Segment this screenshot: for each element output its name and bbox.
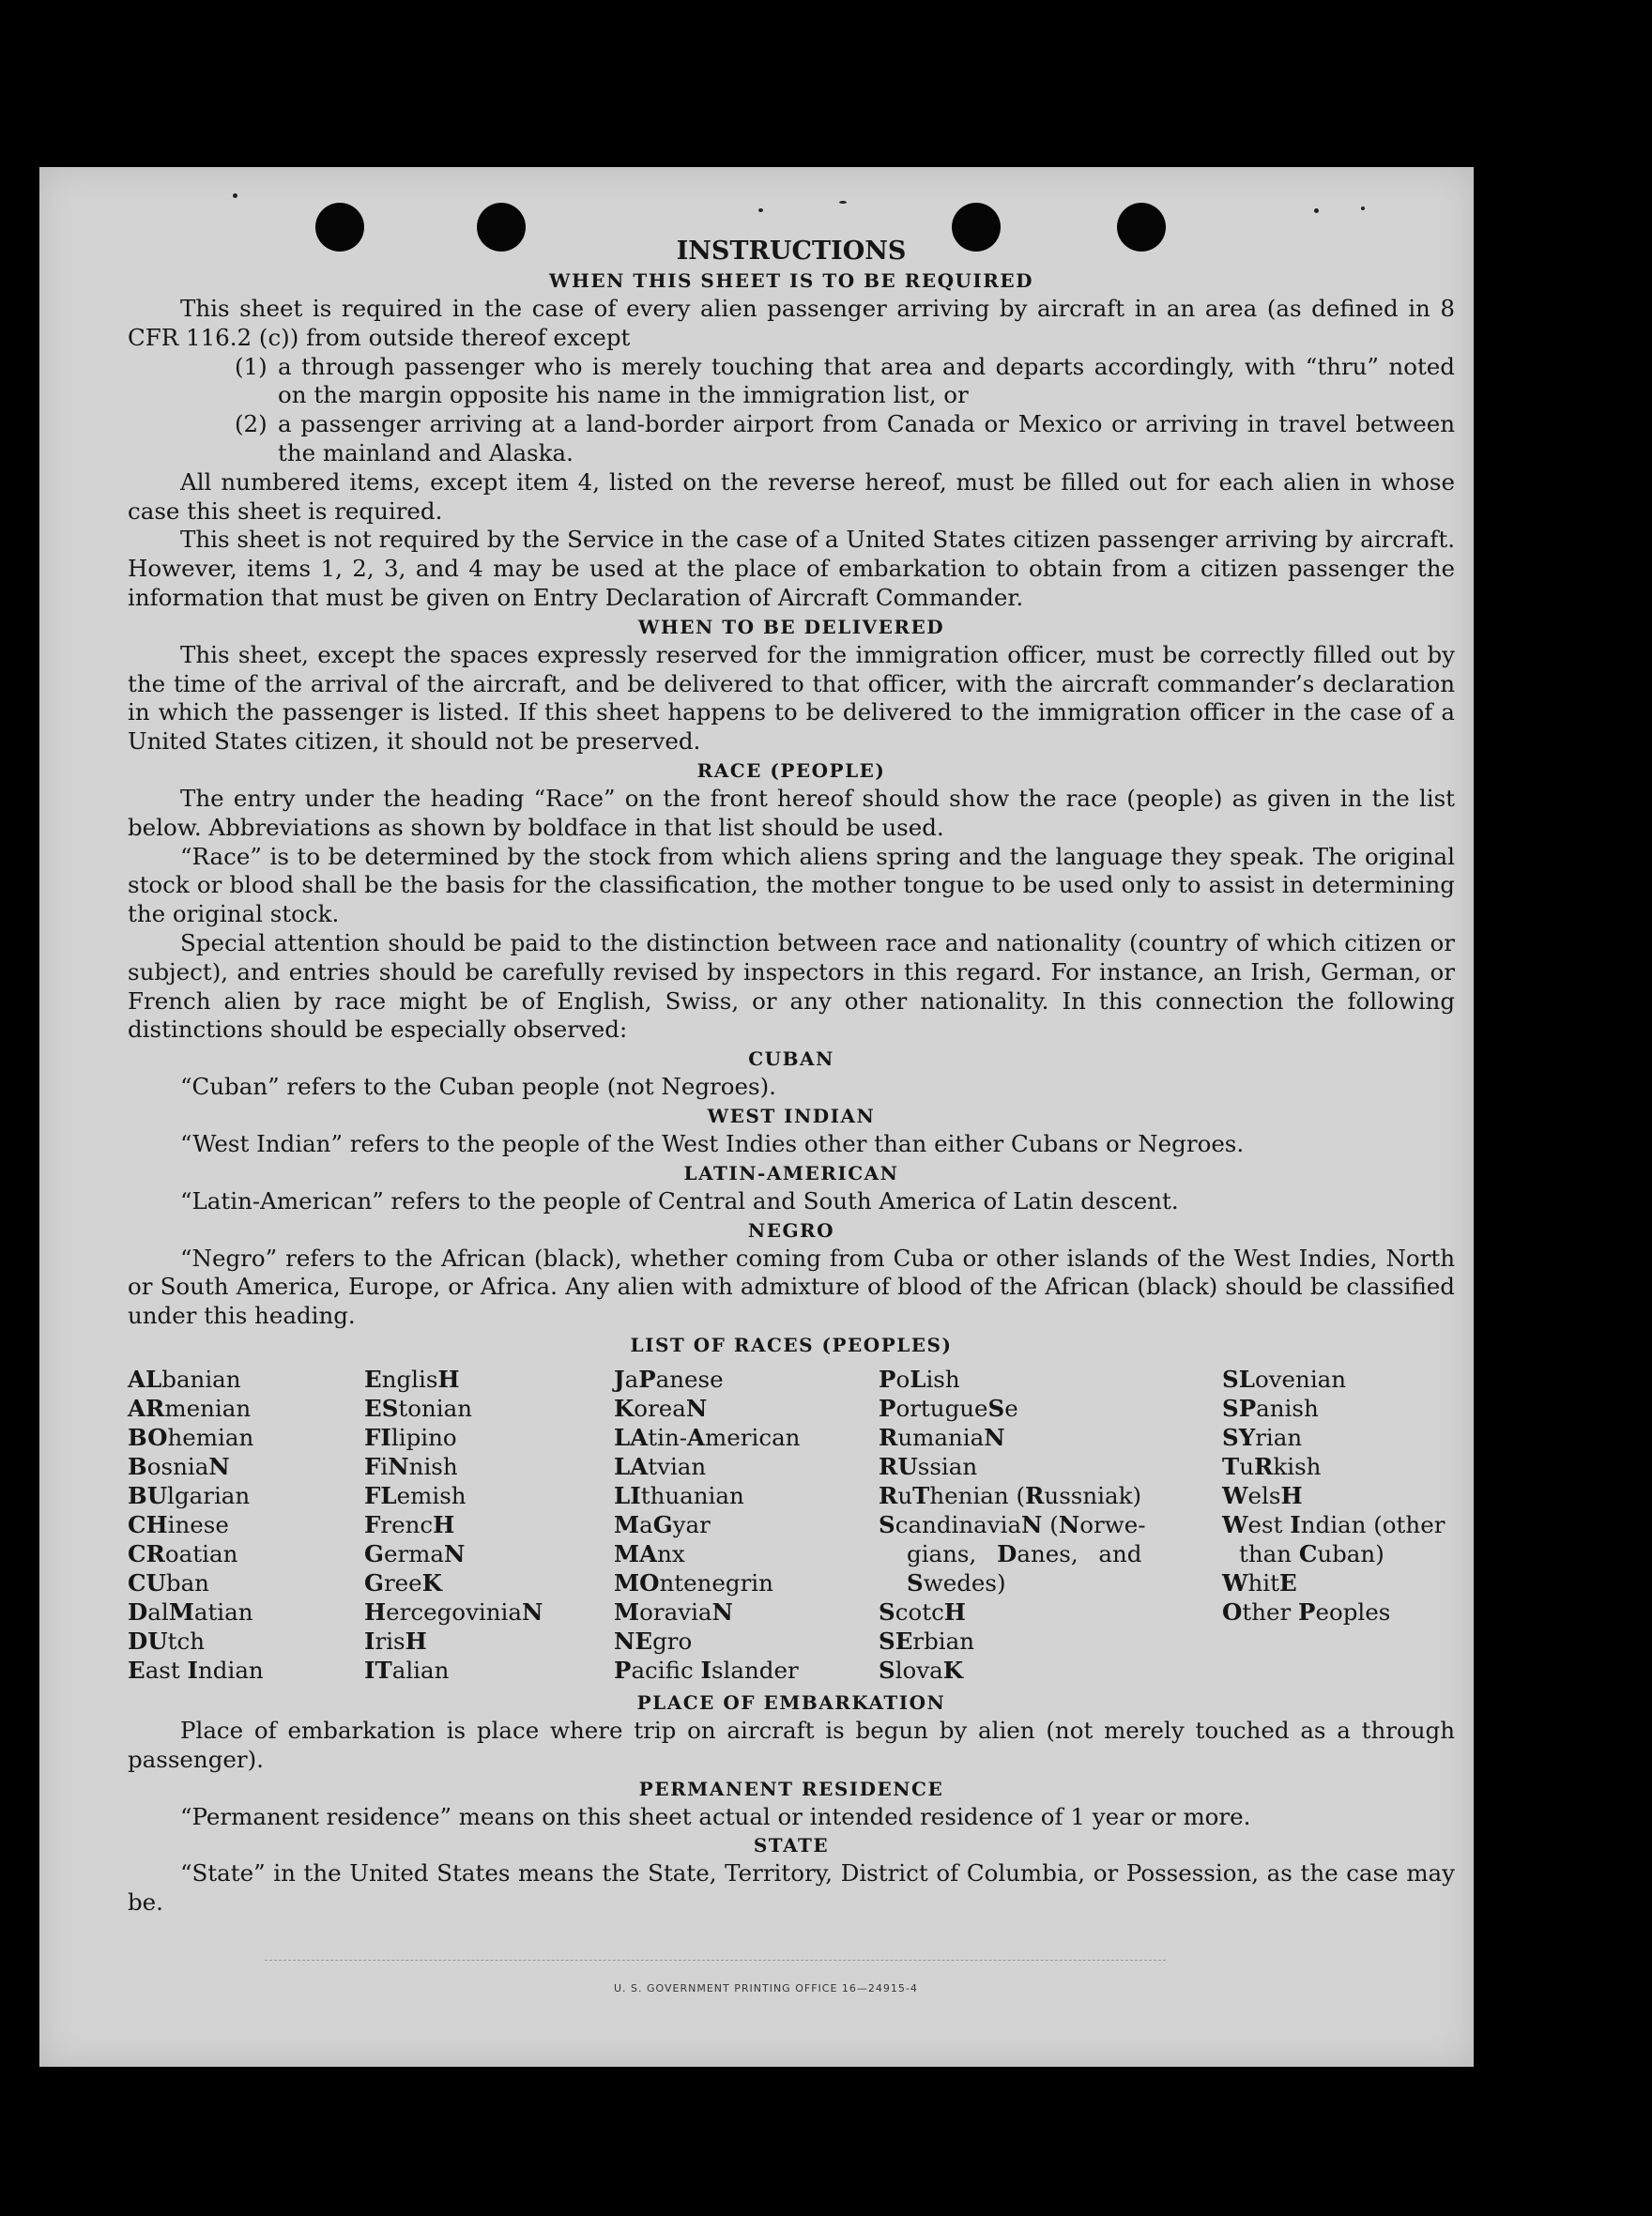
paragraph: “Cuban” refers to the Cuban people (not Negroes). — [180, 1073, 776, 1101]
race-entry: SPanish — [1222, 1394, 1319, 1422]
race-entry: KoreaN — [614, 1394, 708, 1422]
race-entry: SErbian — [879, 1627, 975, 1655]
document-page — [39, 167, 1474, 2067]
race-entry: West Indian (other — [1222, 1510, 1446, 1538]
race-entry: BOhemian — [128, 1423, 254, 1451]
race-entry: DUtch — [128, 1627, 205, 1655]
race-entry: BUlgarian — [128, 1481, 251, 1509]
race-entry: ARmenian — [128, 1394, 252, 1422]
race-entry: Pacifc Islander — [614, 1656, 799, 1684]
speck — [758, 208, 763, 212]
race-entry: MOntenegrin — [614, 1568, 773, 1597]
race-entry: than Cuban) — [1239, 1539, 1384, 1567]
speck — [1361, 206, 1365, 210]
paragraph: The entry under the heading “Race” on the front hereof should show the race (people) as given in the list below. Abbreviations as shown by boldface in that list should be used. — [128, 784, 1455, 841]
race-column — [128, 1365, 364, 1685]
race-entry: RuThenian (Russniak) — [879, 1481, 1142, 1509]
race-entry: ScandinaviaN (Norwe- — [879, 1510, 1146, 1538]
list-text: a through passenger who is merely touching that area and departs accordingly, with “thru” noted on the margin opposite his name in the immigration list, or — [278, 352, 1455, 409]
paragraph: This sheet, except the spaces expressly reserved for the immigration officer, must be correctly filled out by the time of the arrival of the aircraft, and be delivered to that officer, with the aircraft commander’s declaration in which the passenger is listed. If this sheet happens to be delivered to the immigration officer in the case of a United States citizen, it should not be preserved. — [128, 640, 1455, 756]
paragraph: “West Indian” refers to the people of the West Indies other than either Cubans or Negroes. — [180, 1129, 1245, 1157]
race-entry: PoLish — [879, 1365, 960, 1393]
race-column — [879, 1365, 1222, 1685]
race-entry: GermaN — [364, 1539, 466, 1567]
paragraph: “Permanent residence” means on this sheet actual or intended residence of 1 year or more. — [180, 1802, 1251, 1830]
section-heading: LATIN-AMERICAN — [683, 1161, 899, 1184]
race-column — [614, 1365, 879, 1685]
race-entry: ScotcH — [879, 1597, 966, 1626]
race-list — [128, 1365, 1455, 1685]
instructions-text — [128, 235, 1455, 1918]
section-heading: WHEN THIS SHEET IS TO BE REQUIRED — [549, 269, 1033, 292]
race-entry: SYrian — [1222, 1423, 1303, 1451]
race-entry: TuRkish — [1222, 1452, 1322, 1480]
paragraph: Place of embarkation is place where trip on aircraft is begun by alien (not merely touched as a through passenger). — [128, 1716, 1455, 1773]
race-entry: WelsH — [1222, 1481, 1303, 1509]
race-entry: JaPanese — [614, 1365, 724, 1393]
paragraph: Special attention should be paid to the distinction between race and nationality (country of which citizen or subject), and entries should be carefully revised by inspectors in this regard. For instance, an Irish, German, or French alien by race might be of English, Swiss, or any other nationality. In this connection the following distinctions should be especially observed: — [128, 928, 1455, 1044]
section-heading: WEST INDIAN — [707, 1104, 876, 1127]
race-entry: BosniaN — [128, 1452, 230, 1480]
list-item — [128, 410, 1455, 468]
race-entry: CUban — [128, 1568, 209, 1597]
race-entry: LAtin-American — [614, 1423, 801, 1451]
race-column — [1222, 1365, 1455, 1685]
race-entry: WhitE — [1222, 1568, 1297, 1597]
race-entry: Swedes) — [907, 1568, 1006, 1597]
race-entry: CHinese — [128, 1510, 229, 1538]
page-title: INSTRUCTIONS — [676, 237, 907, 266]
race-entry: LIthuanian — [614, 1481, 744, 1509]
printer-imprint: U. S. GOVERNMENT PRINTING OFFICE 16—24915-4 — [614, 1982, 918, 1994]
paragraph: This sheet is not required by the Service in the case of a United States citizen passenger arriving by aircraft. However, items 1, 2, 3, and 4 may be used at the place of embarkation to obtain from a citizen passenger the information that must be given on Entry Declaration of Aircraft Commander. — [128, 526, 1455, 611]
paragraph: This sheet is required in the case of every alien passenger arriving by aircraft in an area (as defined in 8 CFR 116.2 (c)) from outside thereof except — [128, 295, 1455, 351]
race-entry: ALbanian — [128, 1365, 241, 1393]
race-entry: IrisH — [364, 1627, 427, 1655]
race-entry: EnglisH — [364, 1365, 460, 1393]
paragraph: “Race” is to be determined by the stock from which aliens spring and the language they speak. The original stock or blood shall be the basis for the classification, the mother tongue to be used only to assist in determining the original stock. — [128, 842, 1455, 928]
list-number: (2) — [235, 410, 268, 438]
section-heading: PERMANENT RESIDENCE — [638, 1777, 944, 1800]
race-entry: Other Peoples — [1222, 1597, 1391, 1626]
race-entry: PortugueSe — [879, 1394, 1018, 1422]
section-heading: NEGRO — [747, 1218, 835, 1242]
race-entry: FIlipino — [364, 1423, 457, 1451]
list-number: (1) — [235, 352, 268, 380]
section-heading: LIST OF RACES (PEOPLES) — [630, 1333, 953, 1356]
race-entry: SLovenian — [1222, 1365, 1347, 1393]
race-entry: RUssian — [879, 1452, 978, 1480]
race-entry: MAnx — [614, 1539, 685, 1567]
list-item — [128, 353, 1455, 411]
race-entry: SlovaK — [879, 1656, 964, 1684]
list-text: a passenger arriving at a land-border airport from Canada or Mexico or arriving in travel between the mainland and Alaska. — [278, 410, 1455, 466]
speck — [839, 201, 847, 204]
section-heading: STATE — [753, 1834, 830, 1857]
race-entry: HercegoviniaN — [364, 1597, 543, 1626]
race-entry: LAtvian — [614, 1452, 707, 1480]
speck — [233, 193, 237, 198]
section-heading: RACE (PEOPLE) — [696, 758, 886, 782]
race-entry: RumaniaN — [879, 1423, 1005, 1451]
bleed-through-line — [265, 1960, 1166, 1962]
race-entry: gians, Danes, and — [907, 1539, 1142, 1567]
paragraph: “Negro” refers to the African (black), whether coming from Cuba or other islands of the West Indies, North or South America, Europe, or Africa. Any alien with admixture of blood of the African (black) should be classified under this heading. — [128, 1244, 1455, 1330]
paragraph: All numbered items, except item 4, listed on the reverse hereof, must be filled out for each alien in whose case this sheet is required. — [128, 467, 1455, 525]
race-entry: MaGyar — [614, 1510, 711, 1538]
race-entry: FiNnish — [364, 1452, 458, 1480]
section-heading: CUBAN — [748, 1047, 834, 1071]
paragraph: “State” in the United States means the State, Territory, District of Columbia, or Possession, as the case may be. — [128, 1859, 1455, 1917]
race-entry: MoraviaN — [614, 1597, 733, 1626]
race-entry: FrencH — [364, 1510, 455, 1538]
section-heading: WHEN TO BE DELIVERED — [637, 615, 945, 638]
race-entry: DalMatian — [128, 1597, 253, 1626]
race-entry: NEgro — [614, 1627, 693, 1655]
section-heading: PLACE OF EMBARKATION — [636, 1690, 946, 1714]
speck — [1314, 208, 1319, 213]
race-entry: CRoatian — [128, 1539, 238, 1567]
race-column — [364, 1365, 614, 1685]
race-entry: ITalian — [364, 1656, 450, 1684]
race-entry: FLemish — [364, 1481, 467, 1509]
race-entry: EStonian — [364, 1394, 473, 1422]
paragraph: “Latin-American” refers to the people of Central and South America of Latin descent. — [180, 1186, 1179, 1215]
race-entry: East Indian — [128, 1656, 264, 1684]
race-entry: GreeK — [364, 1568, 442, 1597]
